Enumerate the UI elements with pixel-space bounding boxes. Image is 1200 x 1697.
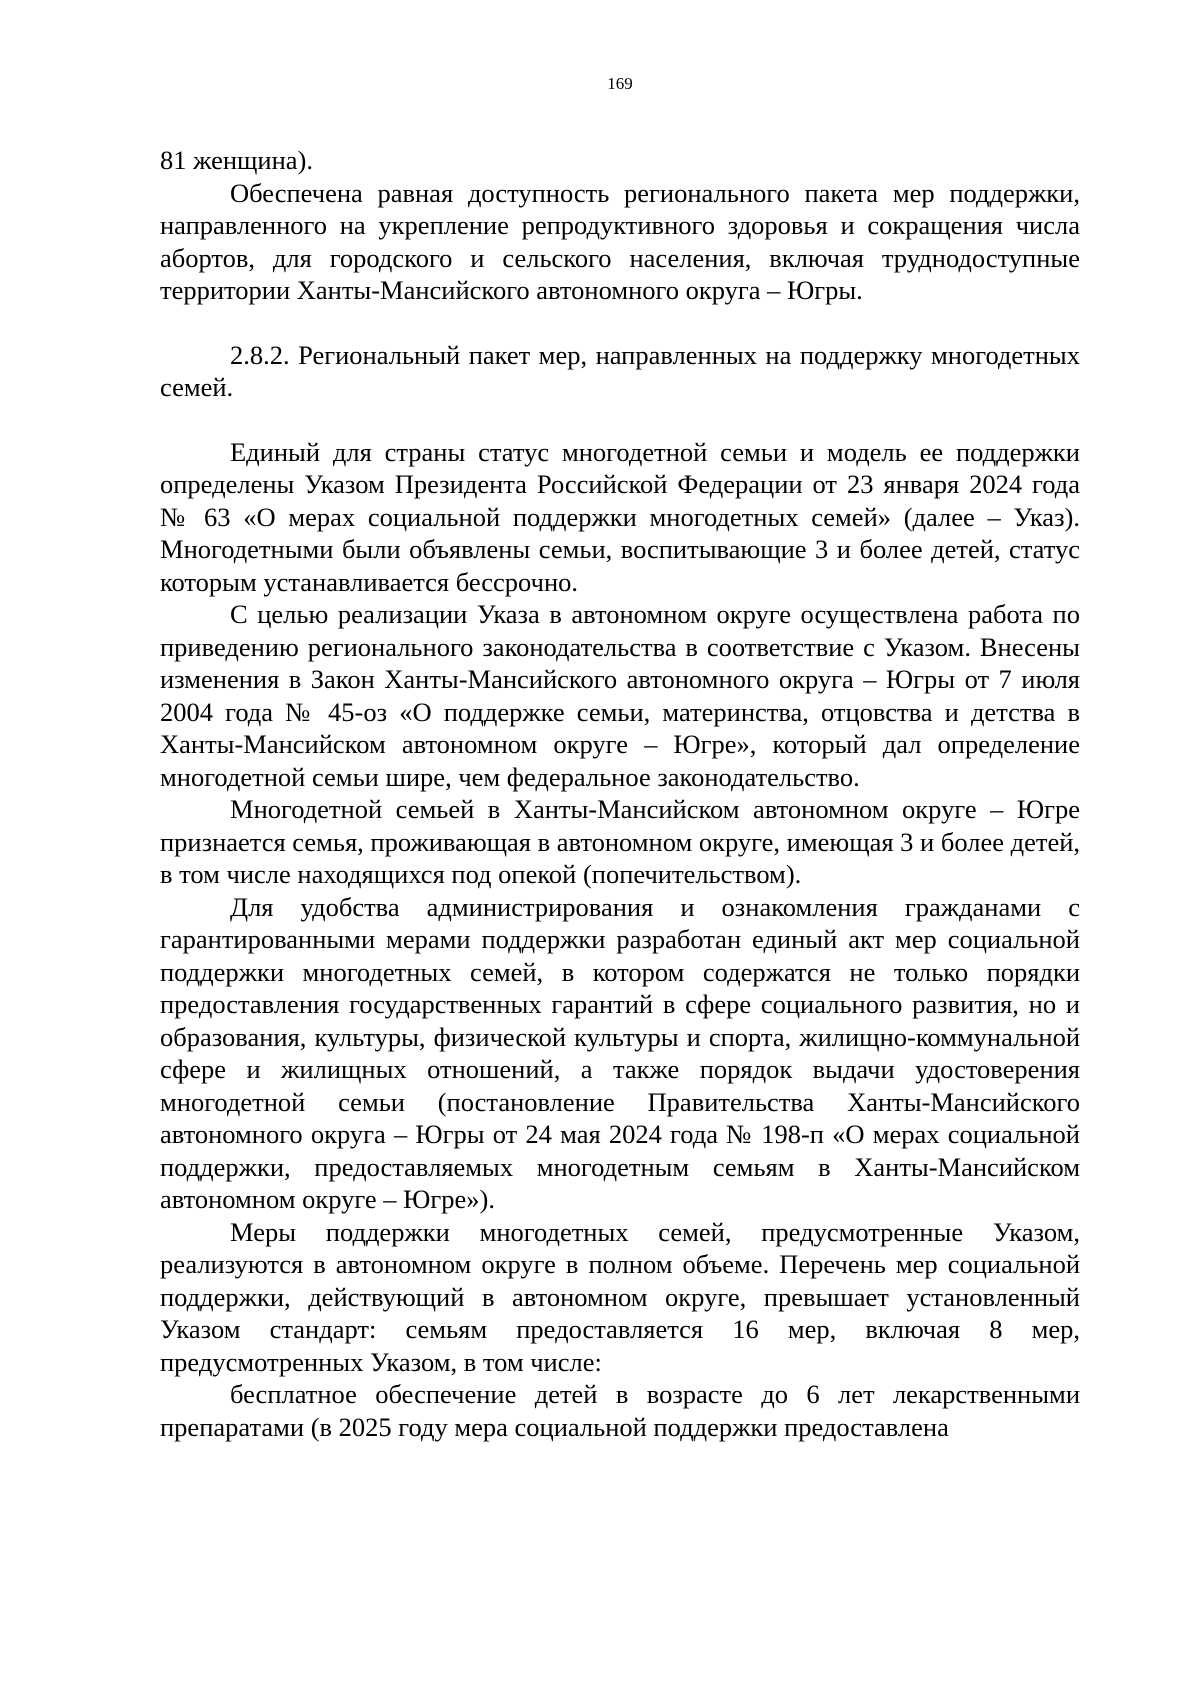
paragraph-free-medicines: бесплатное обеспечение детей в возрасте до 6 лет лекарственными препаратами (в 2025 году мера социальной поддержки предоставлена [160, 1379, 1080, 1442]
paragraph-support-measures: Меры поддержки многодетных семей, предусмотренные Указом, реализуются в автономном округе в полном объеме. Перечень мер социальной поддержки, действующий в автономном округе, превышает установленный Указом стандарт: семьям предоставляется 16 мер, включая 8 мер, предусмотренных Указом, в том числе: [160, 1216, 1080, 1377]
document-body [160, 144, 1080, 1443]
section-heading-2-8-2: 2.8.2. Региональный пакет мер, направленных на поддержку многодетных семей. [160, 339, 1080, 402]
page-number: 169 [607, 74, 633, 93]
paragraph-continuation: 81 женщина). [160, 145, 314, 175]
paragraph-unified-status: Единый для страны статус многодетной семьи и модель ее поддержки определены Указом Президента Российской Федерации от 23 января 2024 года № 63 «О мерах социальной поддержки многодетных семей» (далее – Указ). Многодетными были объявлены семьи, воспитывающие 3 и более детей, статус которым устанавливается бессрочно. [160, 436, 1080, 597]
paragraph-administration: Для удобства администрирования и ознакомления гражданами с гарантированными мерами поддержки разработан единый акт мер социальной поддержки многодетных семей, в котором содержатся не только порядки предоставления государственных гарантий в сфере социального развития, но и образования, культуры, физической культуры и спорта, жилищно-коммунальной сфере и жилищных отношений, а также порядок выдачи удостоверения многодетной семьи (постановление Правительства Ханты-Мансийского автономного округа – Югры от 24 мая 2024 года № 198-п «О мерах социальной поддержки, предоставляемых многодетным семьям в Ханты-Мансийском автономном округе – Югре»). [160, 891, 1080, 1214]
paragraph-definition: Многодетной семьей в Ханты-Мансийском автономном округе – Югре признается семья, проживающая в автономном округе, имеющая 3 и более детей, в том числе находящихся под опекой (попечительством). [160, 794, 1081, 889]
paragraph-implementation: С целью реализации Указа в автономном округе осуществлена работа по приведению регионального законодательства в соответствие с Указом. Внесены изменения в Закон Ханты-Мансийского автономного округа – Югры от 7 июля 2004 года № 45-оз «О поддержке семьи, материнства, отцовства и детства в Ханты-Мансийском автономном округе – Югре», который дал определение многодетной семьи шире, чем федеральное законодательство. [160, 599, 1080, 792]
paragraph-equal-access: Обеспечена равная доступность регионального пакета мер поддержки, направленного на укрепление репродуктивного здоровья и сокращения числа абортов, для городского и сельского населения, включая труднодоступные территории Ханты-Мансийского автономного округа – Югры. [160, 177, 1080, 305]
